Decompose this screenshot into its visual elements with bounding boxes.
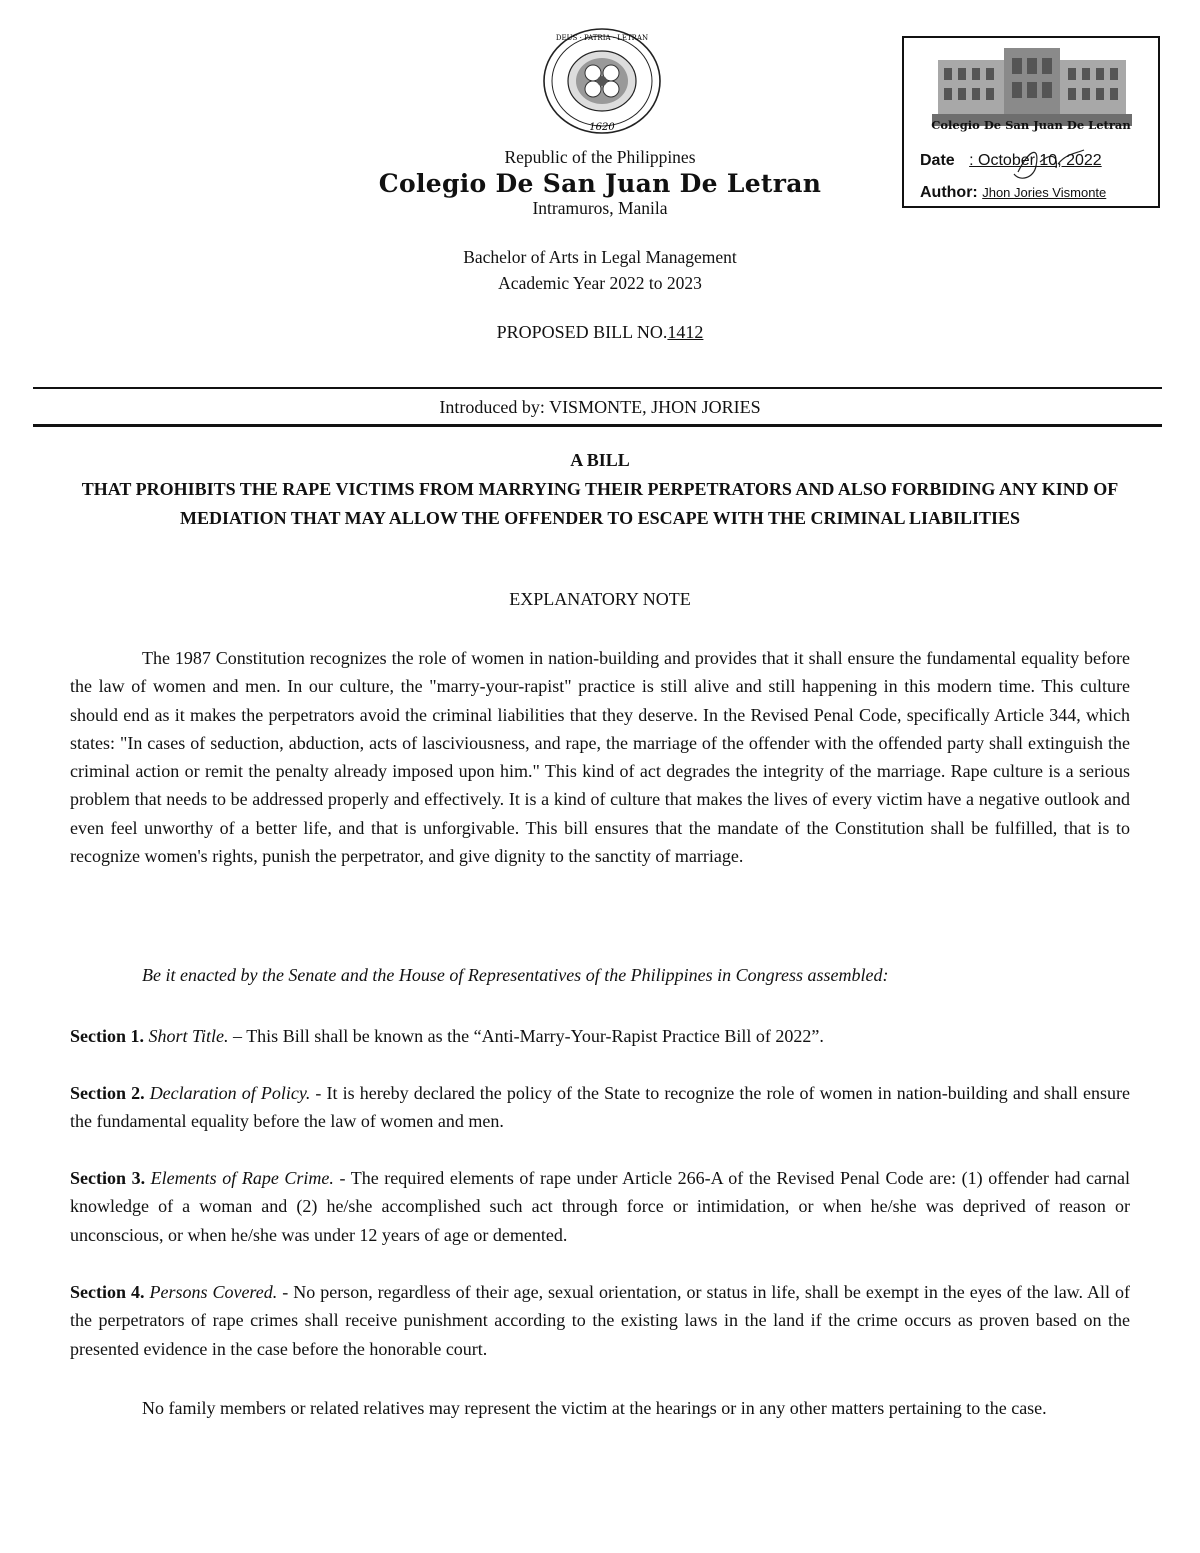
- date-label: Date: [920, 152, 955, 169]
- school-seal-logo: [541, 28, 663, 138]
- section-label: Section 3.: [70, 1168, 146, 1188]
- bill-title-line2: THAT PROHIBITS THE RAPE VICTIMS FROM MARRYING THEIR PERPETRATORS AND ALSO FORBIDING ANY KIND OF MEDIATION THAT MAY ALLOW THE OFFENDER TO ESCAPE WITH THE CRIMINAL LIABILITIES: [81, 479, 1119, 528]
- section-title: Elements of Rape Crime.: [150, 1168, 334, 1188]
- section-2: [70, 1079, 1130, 1136]
- section-title: Declaration of Policy.: [149, 1083, 311, 1103]
- section-4-paragraph-2: No family members or related relatives may represent the victim at the hearings or in any other matters pertaining to the case.: [142, 1398, 1047, 1418]
- section-1: [70, 1022, 1130, 1050]
- header-school-name: Colegio De San Juan De Letran: [378, 169, 822, 198]
- section-title: Persons Covered.: [149, 1282, 278, 1302]
- divider-bottom: [33, 424, 1162, 427]
- header-republic: Republic of the Philippines: [504, 147, 696, 167]
- section-text: - It is hereby declared the policy of the State to recognize the role of women in nation-building and shall ensure the fundamental equality before the law of women and men.: [70, 1083, 1131, 1132]
- enacting-clause: Be it enacted by the Senate and the House of Representatives of the Philippines in Congress assembled:: [142, 965, 889, 985]
- section-title: Short Title.: [148, 1026, 229, 1046]
- section-3: [70, 1164, 1130, 1249]
- section-text: – This Bill shall be known as the “Anti-Marry-Your-Rapist Practice Bill of 2022”.: [228, 1026, 824, 1046]
- bill-prefix: PROPOSED BILL NO.: [496, 322, 668, 342]
- building-caption: Colegio De San Juan De Letran: [931, 118, 1131, 132]
- introduced-by: Introduced by: VISMONTE, JHON JORIES: [439, 397, 761, 417]
- divider-top: [33, 387, 1162, 389]
- proposed-bill-number: [0, 322, 1200, 343]
- bill-title-line1: A BILL: [570, 450, 630, 470]
- explanatory-note-text: The 1987 Constitution recognizes the role of women in nation-building and provides that it shall ensure the fundamental equality before the law of women and men. In our culture, the "marry-your-rapist" practice is still alive and still happening in this modern time. This culture should end as it makes the perpetrators avoid the criminal liabilities that they deserve. In the Revised Penal Code, specifically Article 344, which states: "In cases of seduction, abduction, acts of lasciviousness, and rape, the marriage of the offender with the offended party shall extinguish the criminal action or remit the penalty already imposed upon him." This kind of act degrades the integrity of the marriage. Rape culture is a serious problem that needs to be addressed properly and effectively. It is a kind of culture that makes the lives of every victim have a negative outlook and even feel unworthy of a better life, and that is unforgivable. This bill ensures that the mandate of the Constitution shall be fulfilled, that is to recognize women's rights, punish the perpetrator, and give dignity to the sanctity of marriage.: [70, 648, 1130, 867]
- date-value: : October 10, 2022: [969, 152, 1102, 169]
- header-academic-year: Academic Year 2022 to 2023: [498, 273, 702, 293]
- header-city: Intramuros, Manila: [532, 198, 668, 218]
- document-info-box: [902, 36, 1160, 208]
- section-text: - No person, regardless of their age, sexual orientation, or status in life, shall be exempt in the eyes of the law. All of the perpetrators of rape crimes shall receive punishment according to the existing laws in the land if the crime occurs as proven based on the presented evidence in the case before the honorable court.: [70, 1282, 1130, 1359]
- bill-title: [60, 446, 1140, 533]
- section-label: Section 4.: [70, 1282, 145, 1302]
- info-date-row: [920, 152, 1102, 170]
- bill-number: 1412: [667, 322, 704, 342]
- section-text: - The required elements of rape under Article 266-A of the Revised Penal Code are: (1) offender had carnal knowledge of a woman and (2) he/she accomplished such act through force or intimidation, or when he/she was deprived of reason or unconscious, or when he/she was under 12 years of age or demented.: [70, 1168, 1130, 1245]
- author-label: Author:: [920, 184, 978, 201]
- section-4: [70, 1278, 1130, 1363]
- section-label: Section 1.: [70, 1026, 144, 1046]
- author-value: Jhon Jories Vismonte: [982, 185, 1107, 200]
- info-author-row: [920, 184, 1106, 202]
- explanatory-note-heading: EXPLANATORY NOTE: [509, 589, 691, 609]
- seal-year: 1620: [589, 122, 615, 133]
- header-program: Bachelor of Arts in Legal Management: [463, 247, 737, 267]
- section-label: Section 2.: [70, 1083, 145, 1103]
- seal-top-text: DEUS · PATRIA · LETRAN: [555, 34, 649, 42]
